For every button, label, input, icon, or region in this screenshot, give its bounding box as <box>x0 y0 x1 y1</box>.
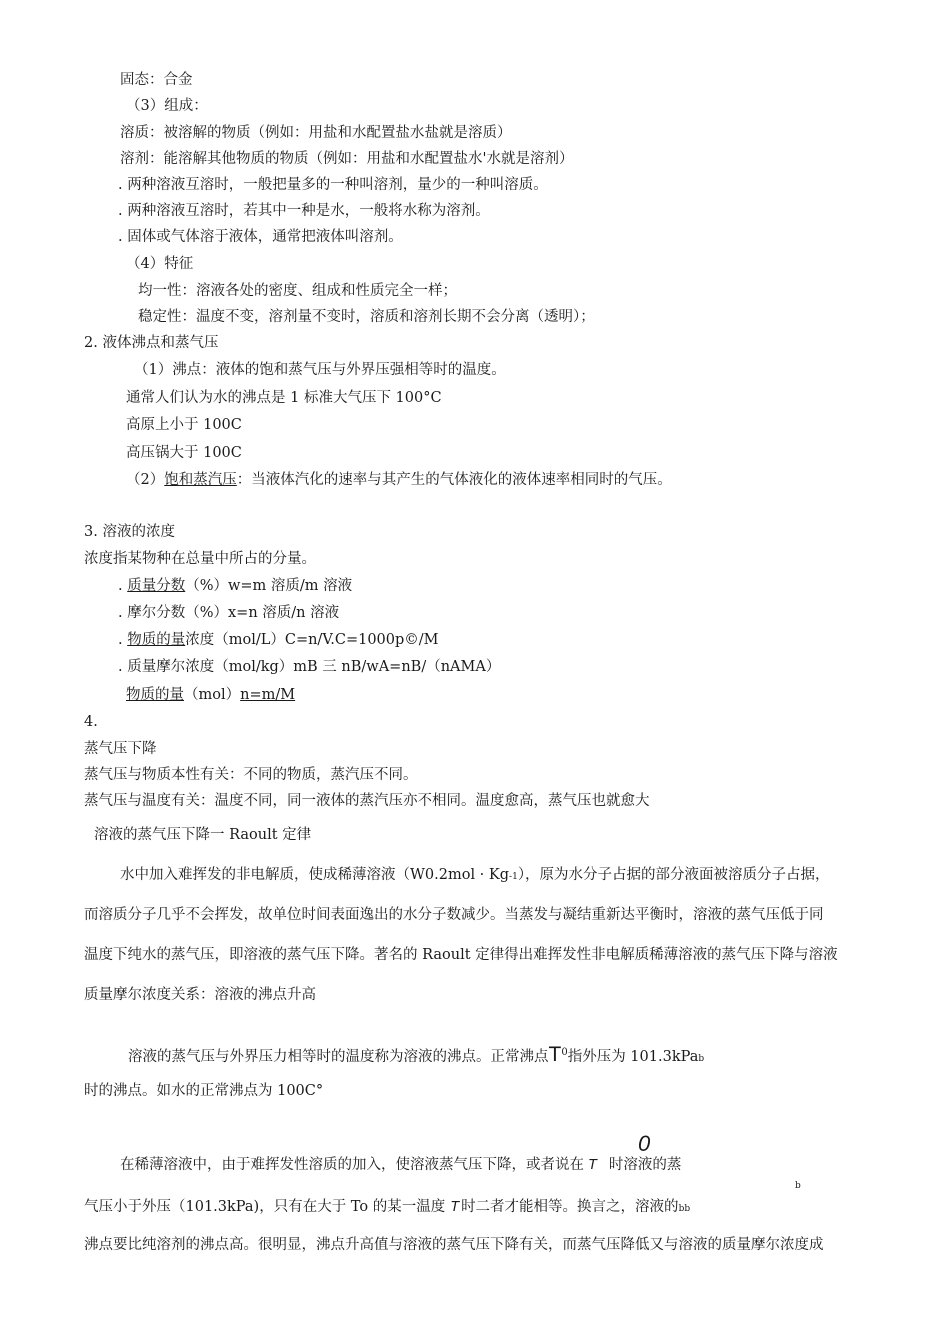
bullet-mole-fraction: . 摩尔分数（%）x=n 溶质/n 溶液 <box>118 605 340 621</box>
text-water-boiling-point: 通常人们认为水的沸点是 1 标准大气压下 100°C <box>126 390 442 406</box>
bullet-mutual-solution: . 两种溶液互溶时，一般把量多的一种叫溶剂，量少的一种叫溶质。 <box>118 177 548 193</box>
text-amount-formula: 物质的量（mol）n=m/M <box>126 687 296 703</box>
para-raoult-line4: 质量摩尔浓度关系：溶液的沸点升高 <box>84 987 316 1003</box>
term-amount: 物质的量 <box>126 687 184 703</box>
formula-n: n=m/M <box>240 687 296 703</box>
text-vapor-nature: 蒸气压与物质本性有关：不同的物质，蒸汽压不同。 <box>84 767 418 783</box>
text-saturated-vapor-pressure: （2）饱和蒸汽压：当液体汽化的速率与其产生的气体液化的液体速率相同时的气压。 <box>126 472 672 488</box>
para-dilute-line3: 沸点要比纯溶剂的沸点高。很明显，沸点升高值与溶液的蒸气压下降有关，而蒸气压降低又与溶液的质量摩尔浓度成 <box>84 1237 824 1253</box>
text-uniformity: 均一性：溶液各处的密度、组成和性质完全一样； <box>138 283 457 299</box>
text-boiling-point-definition: （1）沸点：液体的饱和蒸气压与外界压强相等时的温度。 <box>134 362 506 378</box>
para-raoult-line3: 温度下纯水的蒸气压，即溶液的蒸气压下降。著名的 Raoult 定律得出难挥发性非电解质稀薄溶液的蒸气压下降与溶液 <box>84 947 838 963</box>
para-raoult-line2: 而溶质分子几乎不会挥发，故单位时间表面逸出的水分子数减少。当蒸发与凝结重新达平衡时，溶液的蒸气压低于同 <box>84 907 824 923</box>
section-4-number: 4. <box>84 714 98 730</box>
symbol-T-italic-2: T <box>450 1199 460 1215</box>
text-solute-definition: 溶质：被溶解的物质（例如：用盐和水配置盐水盐就是溶质） <box>120 125 512 141</box>
para-boiling-line1: 溶液的蒸气压与外界压力相等时的温度称为溶液的沸点。正常沸点$T^0$指外压为 101.3kPab <box>128 1042 705 1066</box>
section-4-heading: 蒸气压下降 <box>84 741 157 757</box>
bullet-liquid-solvent: . 固体或气体溶于液体，通常把液体叫溶剂。 <box>118 229 403 245</box>
heading-composition: （3）组成： <box>126 98 208 114</box>
bullet-molarity: . 物质的量浓度（mol/L）C=n/V.C=1000p©/M <box>118 632 439 648</box>
text-concentration-definition: 浓度指某物种在总量中所占的分量。 <box>84 551 316 567</box>
bullet-molality: . 质量摩尔浓度（mol/kg）mB 三 nB/wA=nB/（nAMA） <box>118 659 501 675</box>
para-boiling-line2: 时的沸点。如水的正常沸点为 100C° <box>84 1083 324 1099</box>
symbol-zero-superscript: 0 <box>638 1131 651 1156</box>
text-vapor-temperature: 蒸气压与温度有关：温度不同，同一液体的蒸汽压亦不相同。温度愈高，蒸气压也就愈大 <box>84 793 650 809</box>
symbol-T: T <box>548 1042 562 1066</box>
text-stability: 稳定性：温度不变，溶剂量不变时，溶质和溶剂长期不会分离（透明）； <box>138 309 595 325</box>
text-pressure-cooker: 高压锅大于 100C <box>126 445 242 461</box>
text-solvent-definition: 溶剂：能溶解其他物质的物质（例如：用盐和水配置盐水'水就是溶剂） <box>120 151 574 167</box>
para-raoult-line1: 水中加入难挥发的非电解质，使成稀薄溶液（W0.2mol · Kg-1），原为水分子占据的部分液面被溶质分子占据， <box>120 867 830 883</box>
term-amount-of-substance: 物质的量 <box>127 632 186 648</box>
heading-features: （4）特征 <box>126 256 194 272</box>
para-dilute-line2: 气压小于外压（101.3kPa)，只有在大于 To 的某一温度 T 时二者才能相等。换言之，溶液的bb <box>84 1199 691 1215</box>
section-3-heading: 3. 溶液的浓度 <box>84 524 175 540</box>
term-mass-fraction: 质量分数 <box>127 578 186 594</box>
section-2-heading: 2. 液体沸点和蒸气压 <box>84 335 219 351</box>
term-saturated-vapor-pressure: 饱和蒸汽压 <box>164 472 237 488</box>
bullet-water-solvent: . 两种溶液互溶时，若其中一种是水，一般将水称为溶剂。 <box>118 203 490 219</box>
symbol-T-italic: T <box>588 1157 597 1173</box>
para-dilute-line1: 在稀薄溶液中，由于难挥发性溶质的加入，使溶液蒸气压下降，或者说在 T 时溶液的蒸 <box>120 1157 682 1173</box>
heading-raoult-law: 溶液的蒸气压下降一 Raoult 定律 <box>94 827 312 843</box>
text-solid-state: 固态：合金 <box>120 72 193 88</box>
text-plateau: 高原上小于 100C <box>126 417 242 433</box>
subscript-b: b <box>795 1181 801 1191</box>
bullet-mass-fraction: . 质量分数（%）w=m 溶质/m 溶液 <box>118 578 353 594</box>
